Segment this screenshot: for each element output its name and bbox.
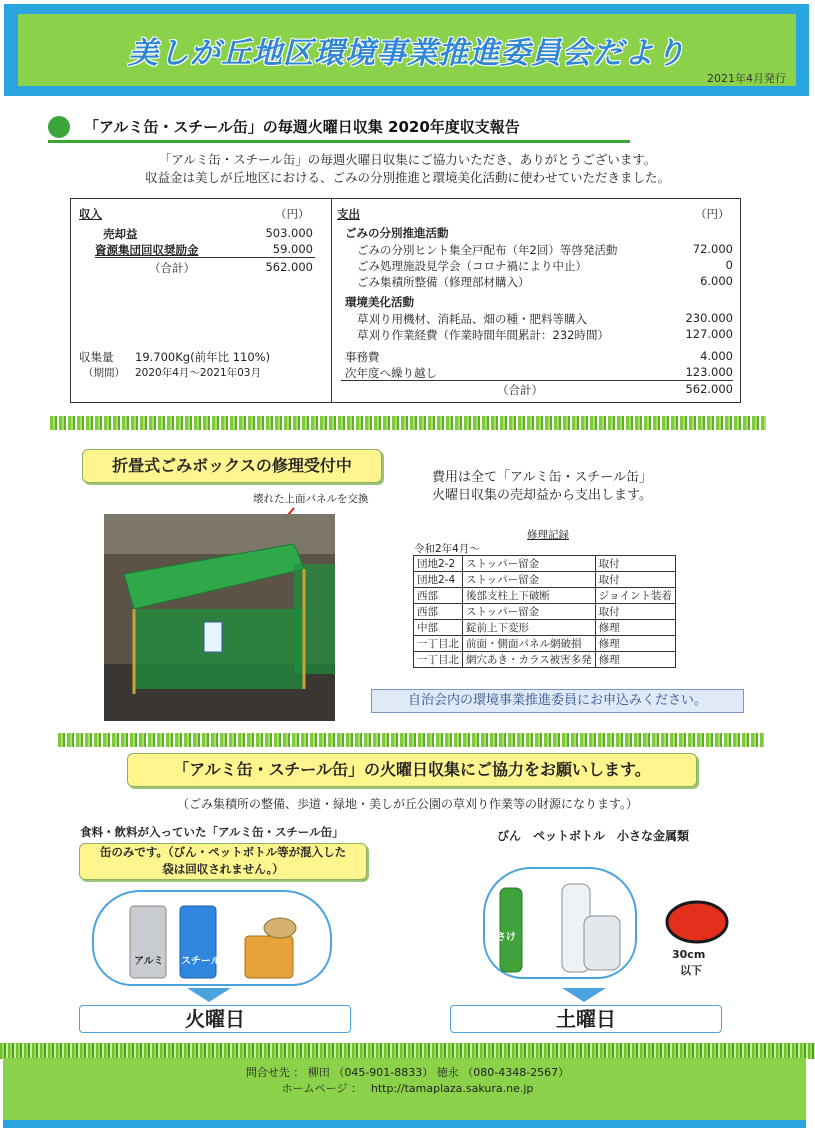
expense-unit: （円） (695, 207, 730, 221)
record-damage: ストッパー留金 (463, 556, 596, 572)
record-damage: ストッパー留金 (463, 604, 596, 620)
repair-record-row (414, 588, 676, 604)
expense-total-value: 562.000 (685, 382, 733, 396)
photo-caption: 壊れた上面パネルを交換 (253, 493, 369, 505)
record-area: 西部 (414, 604, 463, 620)
expense-group-beautify: 環境美化活動 (345, 295, 414, 309)
expense-row-label: 草刈り用機材、消耗品、畑の種・肥料等購入 (357, 312, 587, 326)
record-action: ジョイント装着 (595, 588, 675, 604)
down-arrow-icon (562, 988, 606, 1002)
record-area: 一丁目北 (414, 636, 463, 652)
volume-label: 収集量 (79, 350, 114, 364)
expense-row-value: 127.000 (685, 327, 733, 341)
expense-row-label: ごみの分別ヒント集全戸配布（年2回）等啓発活動 (357, 243, 618, 257)
can-only-note (79, 843, 367, 880)
income-row-value: 503.000 (265, 226, 313, 240)
expense-row-label: ごみ処理施設見学会（コロナ禍により中止） (357, 259, 587, 273)
down-arrow-icon (187, 988, 231, 1002)
period-value: 2020年4月～2021年03月 (135, 367, 261, 379)
intro-text-1: 「アルミ缶・スチール缶」の毎週火曜日収集にご協力いただき、ありがとうございます。 (158, 152, 657, 167)
newsletter-title: 美しが丘地区環境事業推進委員会だより (128, 36, 686, 71)
carry-value: 123.000 (685, 365, 733, 379)
income-total-rule (95, 257, 315, 258)
header-inner (18, 14, 796, 86)
income-row-label: 資源集団回収奨励金 (95, 243, 199, 257)
section-title-report: 「アルミ缶・スチール缶」の毎週火曜日収集 2020年度収支報告 (84, 118, 520, 136)
section-underline (48, 140, 630, 143)
finance-divider (331, 199, 332, 402)
record-area: 団地2-2 (414, 556, 463, 572)
expense-row-value: 0 (725, 258, 733, 272)
header-banner (4, 4, 809, 96)
record-action: 取付 (595, 572, 675, 588)
record-action: 取付 (595, 556, 675, 572)
record-damage: 前面・側面パネル網破損 (463, 636, 596, 652)
income-row-value: 59.000 (272, 242, 313, 256)
expense-row-value: 6.000 (700, 274, 733, 288)
repair-record-row (414, 652, 676, 668)
repair-record-row (414, 572, 676, 588)
size-text-2: 以下 (680, 964, 702, 977)
income-total-value: 562.000 (265, 260, 313, 274)
record-area: 西部 (414, 588, 463, 604)
cost-note-1: 費用は全て「アルミ缶・スチール缶」 (432, 470, 652, 485)
record-action: 修理 (595, 620, 675, 636)
period-label: （期間） (83, 367, 125, 379)
cooperation-subtext: （ごみ集積所の整備、歩道・緑地・美しが丘公園の草刈り作業等の財源になります。） (176, 797, 639, 811)
expense-total-rule (341, 380, 733, 381)
expense-group-sorting: ごみの分別推進活動 (345, 226, 449, 240)
expense-row-value: 72.000 (692, 242, 733, 256)
can-category-label: 食料・飲料が入っていた「アルミ缶・スチール缶」 (80, 825, 344, 839)
tuesday-box: 火曜日 (79, 1005, 351, 1033)
carry-label: 次年度へ繰り越し (345, 366, 437, 380)
repair-record-row (414, 636, 676, 652)
garbage-box-illustration (104, 514, 335, 721)
non-can-categories: びん ペットボトル 小さな金属類 (497, 829, 690, 843)
expense-row-value: 230.000 (685, 311, 733, 325)
grass-divider (0, 1043, 815, 1059)
record-area: 団地2-4 (414, 572, 463, 588)
repair-heading: 折畳式ごみボックスの修理受付中 (82, 449, 382, 483)
grass-divider (50, 416, 766, 430)
can-note-line2: 袋は回収されません。） (162, 862, 284, 876)
issue-date: 2021年4月発行 (707, 72, 786, 85)
homepage-info: ホームページ ： http://tamaplaza.sakura.ne.jp (281, 1082, 534, 1095)
contact-info: 問合せ先 ： 柳田 （045-901-8833） 徳永 （080-4348-2567） (245, 1066, 570, 1079)
grass-divider (58, 733, 764, 747)
apply-note: 自治会内の環境事業推進委員にお申込みください。 (371, 689, 744, 713)
income-heading: 収入 (79, 207, 102, 221)
repair-record-row (414, 556, 676, 572)
repair-record-date: 令和2年4月～ (414, 543, 480, 555)
repair-record-row (414, 604, 676, 620)
expense-heading: 支出 (337, 207, 360, 221)
record-action: 取付 (595, 604, 675, 620)
income-total-label: （合計） (149, 261, 195, 275)
garbage-box-photo (104, 514, 335, 721)
cooperation-heading: 「アルミ缶・スチール缶」の火曜日収集にご協力をお願いします。 (127, 753, 697, 787)
repair-record-row (414, 620, 676, 636)
footer-bar (3, 1120, 806, 1128)
expense-row-label: ごみ集積所整備（修理部材購入） (357, 275, 530, 289)
record-damage: 後部支柱上下破断 (463, 588, 596, 604)
alumi-mark-text: アルミ (134, 956, 164, 967)
office-label: 事務費 (345, 350, 380, 364)
record-area: 中部 (414, 620, 463, 636)
office-value: 4.000 (700, 349, 733, 363)
saturday-box: 土曜日 (450, 1005, 722, 1033)
finance-table (70, 198, 741, 403)
cost-note-2: 火曜日収集の売却益から支出します。 (432, 488, 652, 503)
intro-text-2: 収益金は美しが丘地区における、ごみの分別推進と環境美化活動に使わせていただきました。 (144, 170, 670, 185)
income-row-label: 売却益 (103, 227, 138, 241)
can-note-line1: 缶のみです。（びん・ペットボトル等が混入した (99, 845, 347, 859)
record-damage: ストッパー留金 (463, 572, 596, 588)
record-action: 修理 (595, 636, 675, 652)
record-action: 修理 (595, 652, 675, 668)
steel-mark-text: スチール (181, 956, 221, 967)
expense-row-label: 草刈り作業経費（作業時間年間累計：232時間） (357, 328, 609, 342)
volume-value: 19.700Kg(前年比 110%) (135, 350, 271, 364)
expense-total-label: （合計） (497, 383, 543, 397)
size-text-1: 30cm (672, 948, 706, 961)
record-damage: 網穴あき・カラス被害多発 (463, 652, 596, 668)
repair-record-table (413, 555, 676, 668)
record-area: 一丁目北 (414, 652, 463, 668)
record-damage: 錠前上下変形 (463, 620, 596, 636)
cans-illustration (125, 902, 300, 982)
bullet-icon (48, 116, 70, 138)
repair-record-title: 修理記録 (527, 529, 569, 541)
sake-label: さけ (496, 932, 516, 943)
income-unit: （円） (275, 207, 310, 221)
